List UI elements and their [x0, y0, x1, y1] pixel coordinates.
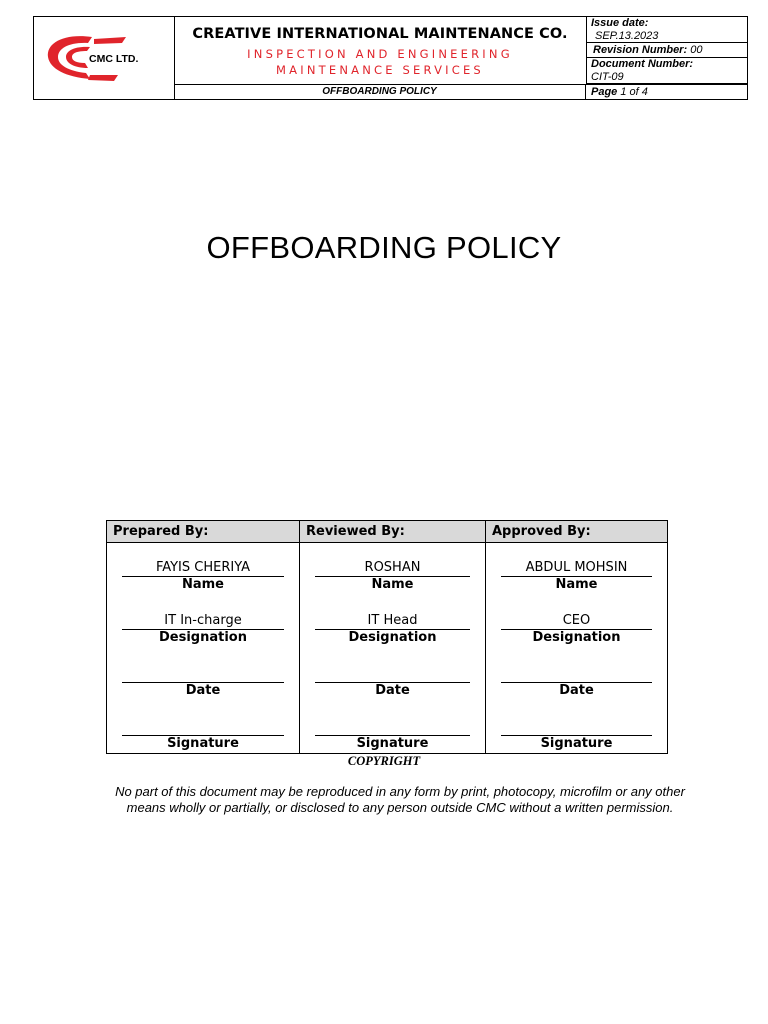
- date-value: [315, 665, 470, 683]
- copyright-notice: No part of this document may be reproduced in any form by print, photocopy, microfilm or any other means wholly or partially, or disclosed to any person outside CMC without a written permission.: [115, 784, 685, 815]
- revision-value: 00: [690, 44, 703, 56]
- signature-label: Signature: [356, 736, 429, 751]
- document-header: [33, 16, 748, 100]
- document-number: [586, 58, 747, 84]
- column-heading: Approved By:: [486, 521, 667, 543]
- name-label: Name: [181, 577, 224, 592]
- signature-value: [315, 718, 470, 736]
- column-heading: Prepared By:: [107, 521, 299, 543]
- document-meta: [586, 17, 747, 99]
- signature-label: Signature: [540, 736, 613, 751]
- revision-number: [586, 43, 747, 58]
- designation-label: Designation: [348, 630, 437, 645]
- company-name: CREATIVE INTERNATIONAL MAINTENANCE CO.: [192, 26, 568, 42]
- signature-label: Signature: [167, 736, 239, 751]
- designation-value: IT In-charge: [122, 612, 284, 630]
- date-label: Date: [375, 683, 410, 698]
- issue-date-label: Issue date:: [591, 17, 649, 29]
- designation-field: [501, 612, 652, 646]
- column-heading: Reviewed By:: [300, 521, 485, 543]
- copyright-heading: COPYRIGHT: [347, 754, 421, 768]
- company-services: INSPECTION AND ENGINEERING MAINTENANCE SERVICES: [247, 47, 513, 77]
- designation-value: IT Head: [315, 612, 470, 630]
- date-field: [501, 665, 652, 699]
- name-field: [122, 559, 284, 593]
- name-value: ROSHAN: [315, 559, 470, 577]
- date-value: [501, 665, 652, 683]
- name-value: FAYIS CHERIYA: [122, 559, 284, 577]
- designation-field: [122, 612, 284, 646]
- document-number-label: Document Number:: [591, 58, 694, 70]
- page-number: [586, 84, 747, 99]
- document-subtitle-cell: [174, 84, 586, 99]
- date-value: [122, 665, 284, 683]
- date-label: Date: [185, 683, 221, 698]
- page-value: 1 of 4: [620, 86, 648, 98]
- approved-by-column: [486, 521, 667, 753]
- signature-value: [122, 718, 284, 736]
- designation-label: Designation: [532, 630, 621, 645]
- name-field: [315, 559, 470, 593]
- company-title-cell: [174, 17, 587, 84]
- logo-cell: [34, 17, 175, 99]
- page-label: Page: [591, 86, 618, 98]
- revision-label: Revision Number:: [593, 44, 688, 56]
- designation-field: [315, 612, 470, 646]
- reviewed-by-column: [300, 521, 486, 753]
- issue-date: [586, 17, 747, 43]
- signature-value: [501, 718, 652, 736]
- signature-field: [315, 718, 470, 752]
- date-label: Date: [559, 683, 594, 698]
- signature-field: [122, 718, 284, 752]
- cmc-logo: [34, 17, 174, 99]
- designation-label: Designation: [159, 630, 247, 645]
- date-field: [315, 665, 470, 699]
- name-value: ABDUL MOHSIN: [501, 559, 652, 577]
- name-label: Name: [371, 577, 414, 592]
- issue-date-value: SEP.13.2023: [595, 30, 659, 42]
- document-number-value: CIT-09: [591, 71, 624, 83]
- designation-value: CEO: [501, 612, 652, 630]
- date-field: [122, 665, 284, 699]
- name-label: Name: [555, 577, 598, 592]
- approval-table: [106, 520, 668, 754]
- prepared-by-column: [107, 521, 300, 753]
- document-subtitle: OFFBOARDING POLICY: [322, 86, 437, 97]
- name-field: [501, 559, 652, 593]
- logo-text: CMC LTD.: [89, 53, 139, 65]
- page-title: OFFBOARDING POLICY: [206, 230, 562, 265]
- signature-field: [501, 718, 652, 752]
